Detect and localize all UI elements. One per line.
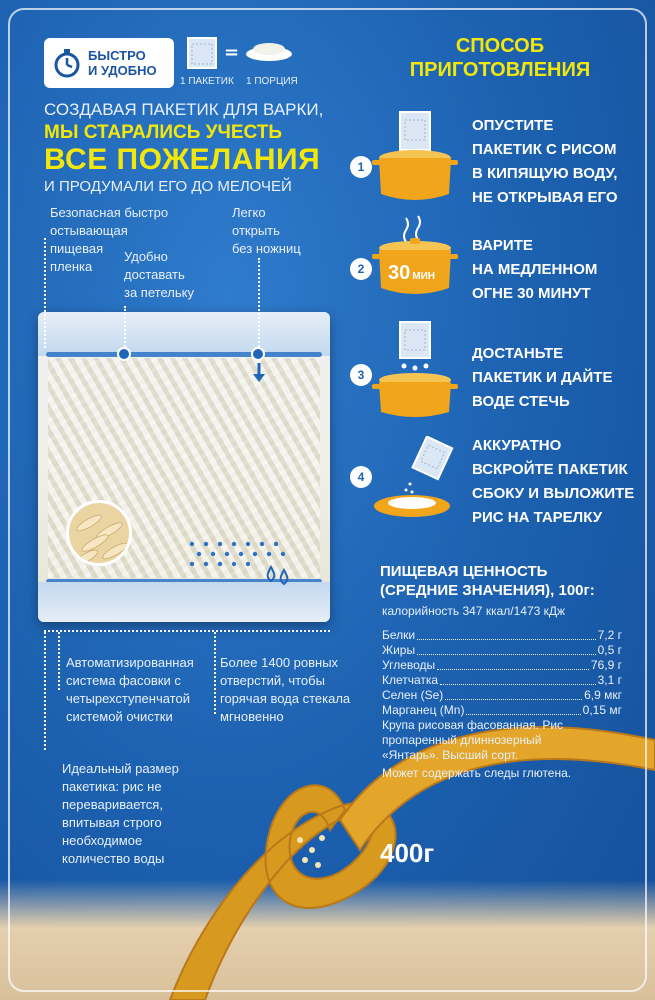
nutrition-label: Клетчатка	[382, 673, 439, 687]
step-3-number: 3	[350, 364, 372, 386]
nutrition-calories: калорийность 347 ккал/1473 кДж	[382, 604, 566, 618]
callout-holes: Более 1400 ровных отверстий, чтобы горячая вода стекала мгновенно	[220, 655, 351, 724]
nutrition-value: 6,9 мкг	[584, 688, 622, 702]
nutrition-value: 3,1 г	[597, 673, 622, 687]
pouch-top-stripe	[46, 352, 322, 357]
timer-value: 30	[388, 262, 411, 284]
callout-system-line	[58, 632, 60, 690]
pouch-bottom-seal	[38, 582, 330, 622]
nutrition-label: Селен (Se)	[382, 688, 444, 702]
one-pouch-label: 1 ПАКЕТИК	[180, 76, 234, 87]
nutrition-row	[382, 703, 622, 719]
rice-closeup-image	[66, 500, 132, 566]
pot-with-pouch-icon	[372, 108, 462, 208]
callout-system: Автоматизированная система фасовки с четырехступенчатой системой очистки	[66, 655, 194, 724]
callout-scissors: Легко открыть без ножниц	[232, 205, 301, 256]
callout-size-line	[44, 632, 46, 750]
callout-holes-line	[214, 632, 216, 714]
pot-draining-icon	[372, 320, 462, 420]
step-2-text: ВАРИТЕ НА МЕДЛЕННОМ ОГНЕ 30 МИНУТ	[472, 237, 598, 302]
step-4-number: 4	[350, 466, 372, 488]
timer-unit: МИН	[412, 271, 435, 282]
step-2-number: 2	[350, 258, 372, 280]
arrow-down-icon	[252, 363, 266, 383]
plate-pouring-icon	[372, 436, 462, 536]
nutrition-row	[382, 688, 622, 704]
product-description: Крупа рисовая фасованная. Рис пропаренный длиннозерный «Янтарь». Высший сорт.	[382, 718, 564, 762]
callout-size: Идеальный размер пакетика: рис не переваривается, впитывая строго необходимое количество воды	[62, 761, 179, 866]
nutrition-row	[382, 628, 622, 644]
callout-loop: Удобно доставать за петельку	[124, 249, 194, 300]
timer-badge	[388, 262, 435, 285]
callout-film: Безопасная быстро остывающая пищевая пленка	[50, 205, 169, 274]
pouch-top-seal	[38, 312, 330, 356]
one-portion-label: 1 ПОРЦИЯ	[246, 76, 298, 87]
pouch-icon	[186, 36, 218, 70]
step-1-text: ОПУСТИТЕ ПАКЕТИК С РИСОМ В КИПЯЩУЮ ВОДУ, НЕ ОТКРЫВАЯ ЕГО	[472, 117, 618, 206]
callout-scissors-line	[258, 258, 260, 350]
equals-sign: =	[224, 42, 240, 63]
allergen-note: Может содержать следы глютена.	[382, 766, 572, 780]
stopwatch-icon	[52, 47, 82, 79]
rice-bowl-icon	[244, 40, 294, 64]
callout-film-line	[44, 238, 46, 348]
headline-line-4: И ПРОДУМАЛИ ЕГО ДО МЕЛОЧЕЙ	[44, 178, 292, 195]
step-3-text: ДОСТАНЬТЕ ПАКЕТИК И ДАЙТЕ ВОДЕ СТЕЧЬ	[472, 345, 613, 410]
nutrition-value: 0,15 мг	[582, 703, 622, 717]
headline-line-1: СОЗДАВАЯ ПАКЕТИК ДЛЯ ВАРКИ,	[44, 100, 324, 119]
water-drops-icon	[264, 565, 292, 587]
nutrition-label: Белки	[382, 628, 416, 642]
step-4-text: АККУРАТНО ВСКРОЙТЕ ПАКЕТИК СБОКУ И ВЫЛОЖИТЕ РИС НА ТАРЕЛКУ	[472, 437, 635, 526]
tear-marker	[251, 347, 265, 361]
nutrition-row	[382, 643, 622, 659]
nutrition-label: Марганец (Mn)	[382, 703, 465, 717]
step-1-number: 1	[350, 156, 372, 178]
pouch-width-line	[44, 630, 330, 632]
headline-line-3: ВСЕ ПОЖЕЛАНИЯ	[44, 143, 321, 176]
nutrition-value: 0,5 г	[597, 643, 622, 657]
nutrition-value: 76,9 г	[590, 658, 622, 672]
net-weight: 400г	[380, 838, 435, 868]
callout-loop-line	[124, 306, 126, 350]
nutrition-label: Жиры	[382, 643, 416, 657]
badge-label: БЫСТРО И УДОБНО	[88, 48, 157, 78]
nutrition-value: 7,2 г	[597, 628, 622, 642]
nutrition-label: Углеводы	[382, 658, 436, 672]
nutrition-title: ПИЩЕВАЯ ЦЕННОСТЬ (СРЕДНИЕ ЗНАЧЕНИЯ), 100г:	[380, 563, 595, 599]
headline-line-2: МЫ СТАРАЛИСЬ УЧЕСТЬ	[44, 122, 283, 143]
method-title: СПОСОБ ПРИГОТОВЛЕНИЯ	[409, 35, 591, 81]
nutrition-row	[382, 658, 622, 674]
nutrition-row	[382, 673, 622, 689]
quick-easy-badge	[44, 38, 174, 88]
loop-marker	[117, 347, 131, 361]
